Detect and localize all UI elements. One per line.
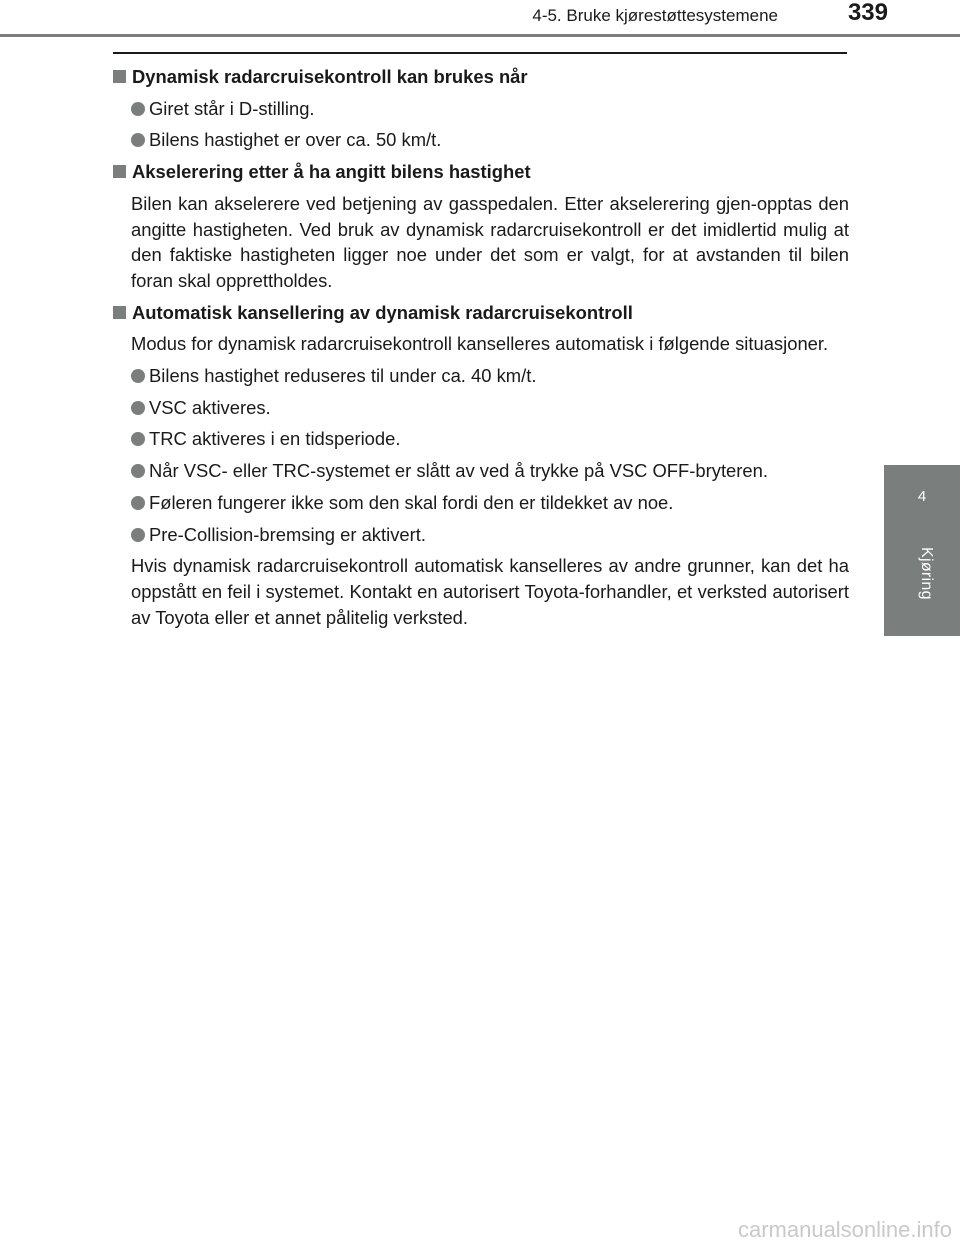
list-item-text: Bilens hastighet reduseres til under ca. 40 km/t. [149,365,537,387]
closing-paragraph: Hvis dynamisk radarcruisekontroll automatisk kanselleres av andre grunner, kan det ha oppstått en feil i systemet. Kontakt en autorisert Toyota-forhandler, et verksted autorisert av Toyota eller et annet pålitelig verksted. [131,555,849,628]
section-paragraph: Bilen kan akselerere ved betjening av gasspedalen. Etter akselerering gjen-opptas den angitte hastigheten. Ved bruk av dynamisk radarcruisekontroll er det imidlertid mulig at den faktiske hastigheten ligger noe under det som er valgt, for at avstanden til bilen foran skal opprettholdes. [131,192,849,291]
circle-bullet-icon [131,369,145,383]
section-heading-text: Automatisk kansellering av dynamisk radarcruisekontroll [132,301,633,323]
circle-bullet-icon [131,133,145,147]
square-bullet-icon [113,165,126,178]
section-heading [113,64,849,90]
list-item [113,363,849,389]
list-item [113,522,849,548]
list-item [113,395,849,421]
content-divider [113,52,847,54]
list-item-text: Føleren fungerer ikke som den skal fordi den er tildekket av noe. [149,491,674,513]
circle-bullet-icon [131,464,145,478]
chapter-label: Kjøring [918,547,935,600]
page-content [113,64,849,636]
page-number: 339 [847,0,888,26]
list-item-text: Bilens hastighet er over ca. 50 km/t. [149,129,442,151]
list-item [113,127,849,153]
circle-bullet-icon [131,528,145,542]
chapter-side-tab[interactable] [884,465,960,636]
list-item [113,426,849,452]
list-item [113,96,849,122]
circle-bullet-icon [131,102,145,116]
header-divider [0,34,960,37]
list-item-text: VSC aktiveres. [149,396,271,418]
page-header [0,0,960,36]
list-item [113,490,849,516]
section-heading-text: Akselerering etter å ha angitt bilens hastighet [132,161,531,183]
list-item [113,458,849,484]
section-title: 4-5. Bruke kjørestøttesystemene [532,6,778,25]
chapter-number: 4 [917,488,927,505]
square-bullet-icon [113,70,126,83]
section-heading [113,159,849,185]
list-item-text: Giret står i D-stilling. [149,97,315,119]
list-item-text: Pre-Collision-bremsing er aktivert. [149,523,426,545]
section-paragraph: Modus for dynamisk radarcruisekontroll kanselleres automatisk i følgende situasjoner. [131,333,829,355]
circle-bullet-icon [131,432,145,446]
list-item-text: Når VSC- eller TRC-systemet er slått av ved å trykke på VSC OFF-bryteren. [149,460,768,482]
section-heading-text: Dynamisk radarcruisekontroll kan brukes når [132,66,528,87]
circle-bullet-icon [131,401,145,415]
list-item-text: TRC aktiveres i en tidsperiode. [149,428,401,450]
square-bullet-icon [113,306,126,319]
watermark-text: carmanualsonline.info [737,1217,952,1242]
circle-bullet-icon [131,496,145,510]
section-heading [113,300,849,326]
